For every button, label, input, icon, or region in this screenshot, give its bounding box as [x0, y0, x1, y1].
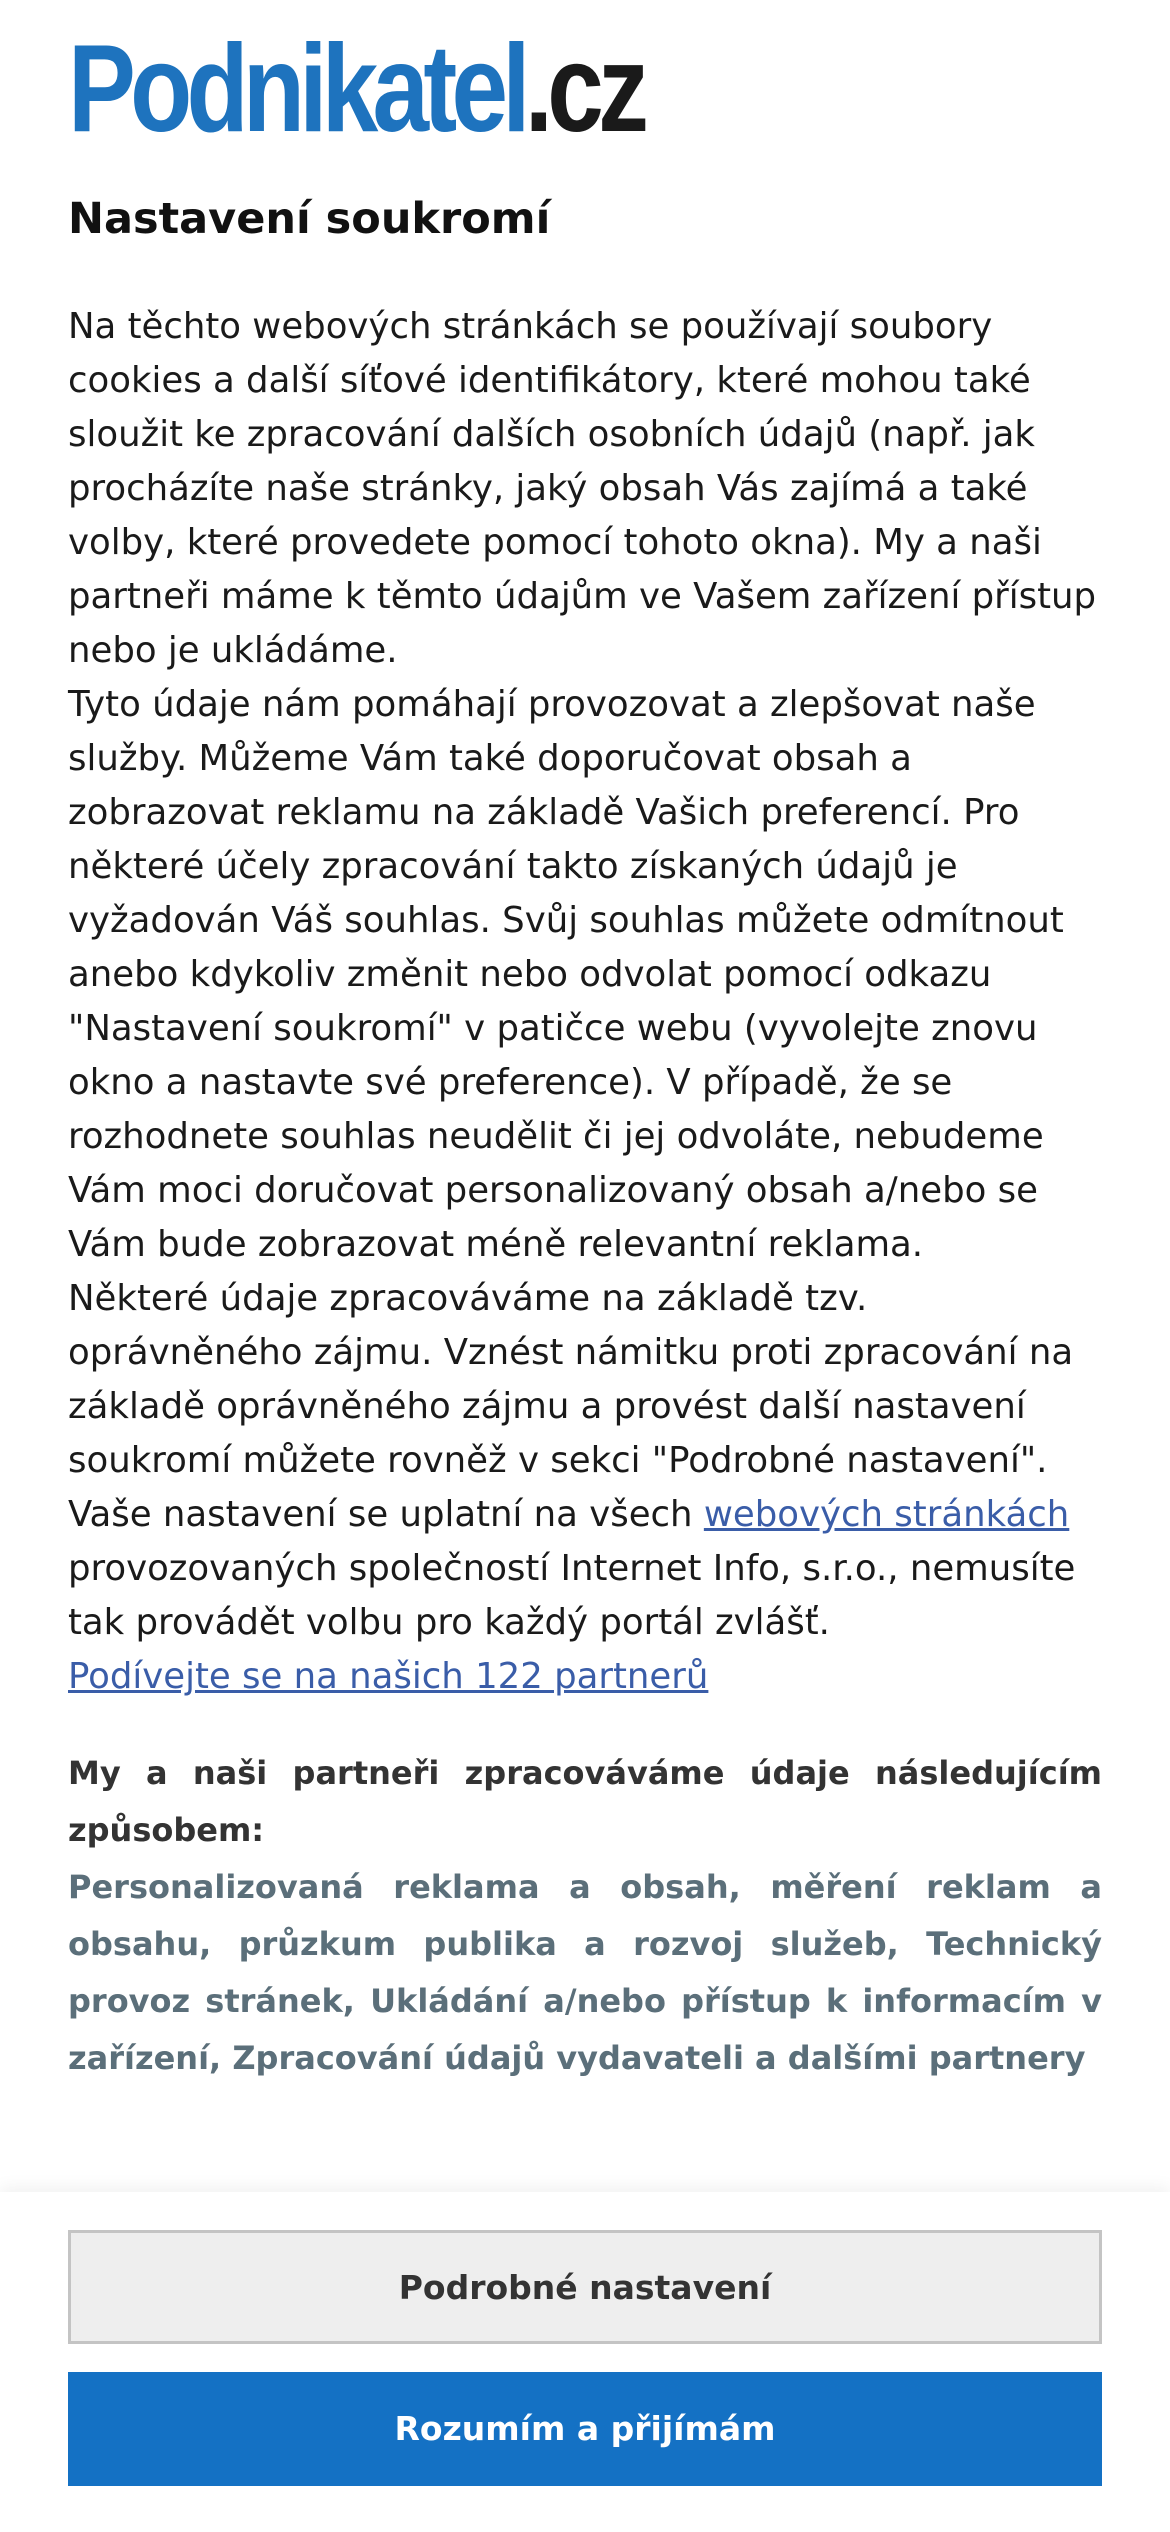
- consent-paragraph-1: Na těchto webových stránkách se používají soubory cookies a další síťové identifikátory, které mohou také sloužit ke zpracování dalších osobních údajů (např. jak procházíte naše stránky, jaký obsah Vás zajímá a také volby, které provedete pomocí tohoto okna). My a naši partneři máme k těmto údajům ve Vašem zařízení přístup nebo je ukládáme.: [68, 306, 1097, 671]
- processing-purposes: [68, 1745, 1102, 2087]
- partners-link-row: [68, 1650, 1108, 1704]
- accept-button[interactable]: Rozumím a přijímám: [68, 2372, 1102, 2486]
- logo-tld-text: .cz: [524, 20, 644, 158]
- consent-paragraph-2: Tyto údaje nám pomáhají provozovat a zlepšovat naše služby. Můžeme Vám také doporučovat obsah a zobrazovat reklamu na základě Vašich preferencí. Pro některé účely zpracování takto získaných údajů je vyžadován Váš souhlas. Svůj souhlas můžete odmítnout anebo kdykoliv změnit nebo odvolat pomocí odkazu "Nastavení soukromí" v patičce webu (vyvolejte znovu okno a nastavte své preference). V případě, že se rozhodnete souhlas neudělit či jej odvoláte, nebudeme Vám moci doručovat personalizovaný obsah a/nebo se Vám bude zobrazovat méně relevantní reklama.: [68, 684, 1064, 1265]
- paragraph-4-text-start: Vaše nastavení se uplatní na všech: [68, 1494, 704, 1535]
- partners-link[interactable]: Podívejte se na našich 122 partnerů: [68, 1656, 709, 1697]
- podnikatel-logo: [68, 20, 644, 158]
- detailed-settings-button[interactable]: Podrobné nastavení: [68, 2230, 1102, 2344]
- dialog-title: Nastavení soukromí: [68, 194, 551, 244]
- consent-actions: [0, 2192, 1170, 2532]
- consent-paragraph-3: Některé údaje zpracováváme na základě tzv. oprávněného zájmu. Vznést námitku proti zpracování na základě oprávněného zájmu a provést další nastavení soukromí můžete rovněž v sekci "Podrobné nastavení".: [68, 1278, 1074, 1481]
- consent-paragraph-4: [68, 1488, 1108, 1650]
- purposes-intro: My a naši partneři zpracováváme údaje následujícím způsobem:: [68, 1754, 1102, 1849]
- websites-link[interactable]: webových stránkách: [703, 1494, 1070, 1535]
- purposes-list: Personalizovaná reklama a obsah, měření reklam a obsahu, průzkum publika a rozvoj služeb, Technický provoz stránek, Ukládání a/nebo přístup k informacím v zařízení, Zpracování údajů vydavateli a dalšími partnery: [68, 1868, 1102, 2077]
- paragraph-4-text-end: provozovaných společností Internet Info, s.r.o., nemusíte tak provádět volbu pro každý portál zvlášť.: [68, 1548, 1076, 1643]
- consent-description: [68, 300, 1108, 1704]
- logo-brand-text: Podnikatel: [68, 20, 525, 158]
